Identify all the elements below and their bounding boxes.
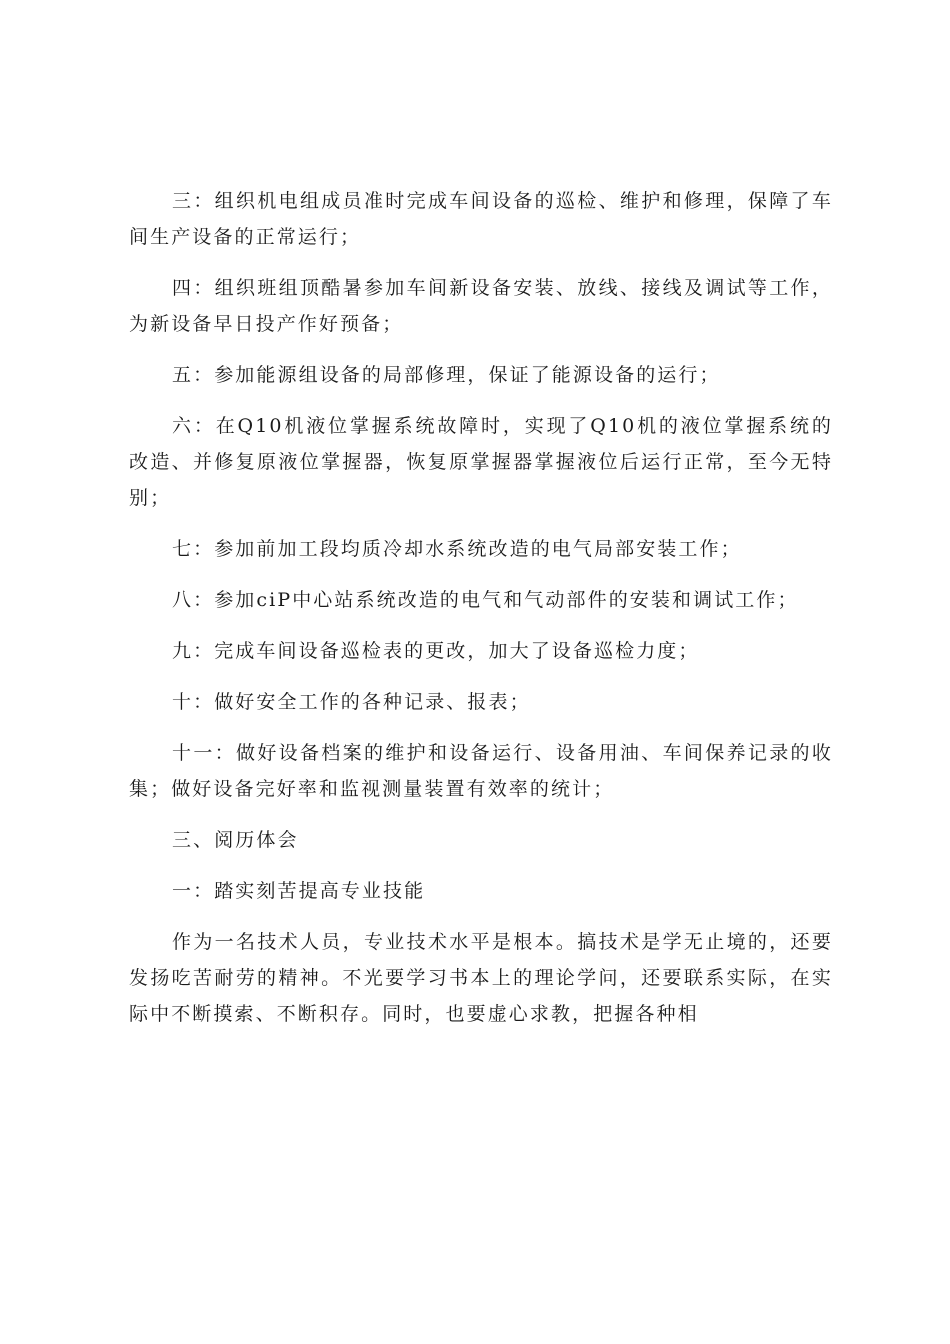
subsection-heading-1: 一：踏实刻苦提高专业技能 — [172, 880, 426, 902]
body-paragraph: 作为一名技术人员，专业技术水平是根本。搞技术是学无止境的，还要发扬吃苦耐劳的精神。不光要学习书本上的理论学问，还要联系实际，在实际中不断摸索、不断积存。同时，也要虚心求教，把握各种相 — [129, 931, 833, 1025]
paragraph-item-11: 十一：做好设备档案的维护和设备运行、设备用油、车间保养记录的收集；做好设备完好率和监视测量装置有效率的统计； — [129, 742, 833, 800]
paragraph-item-4: 四：组织班组顶酷暑参加车间新设备安装、放线、接线及调试等工作，为新设备早日投产作好预备； — [129, 277, 833, 335]
paragraph-item-7: 七：参加前加工段均质冷却水系统改造的电气局部安装工作； — [172, 538, 742, 560]
paragraph-item-9: 九：完成车间设备巡检表的更改，加大了设备巡检力度； — [172, 640, 700, 662]
paragraph-item-8: 八：参加ciP中心站系统改造的电气和气动部件的安装和调试工作； — [172, 589, 799, 611]
paragraph-item-6: 六：在Q10机液位掌握系统故障时，实现了Q10机的液位掌握系统的改造、并修复原液位掌握器，恢复原掌握器掌握液位后运行正常，至今无特别； — [129, 415, 833, 509]
section-heading-experience: 三、阅历体会 — [172, 829, 299, 851]
paragraph-item-5: 五：参加能源组设备的局部修理，保证了能源设备的运行； — [172, 364, 721, 386]
paragraph-item-10: 十：做好安全工作的各种记录、报表； — [172, 691, 531, 713]
document-body — [129, 183, 833, 1047]
paragraph-item-3: 三：组织机电组成员准时完成车间设备的巡检、维护和修理，保障了车间生产设备的正常运行； — [129, 190, 833, 248]
